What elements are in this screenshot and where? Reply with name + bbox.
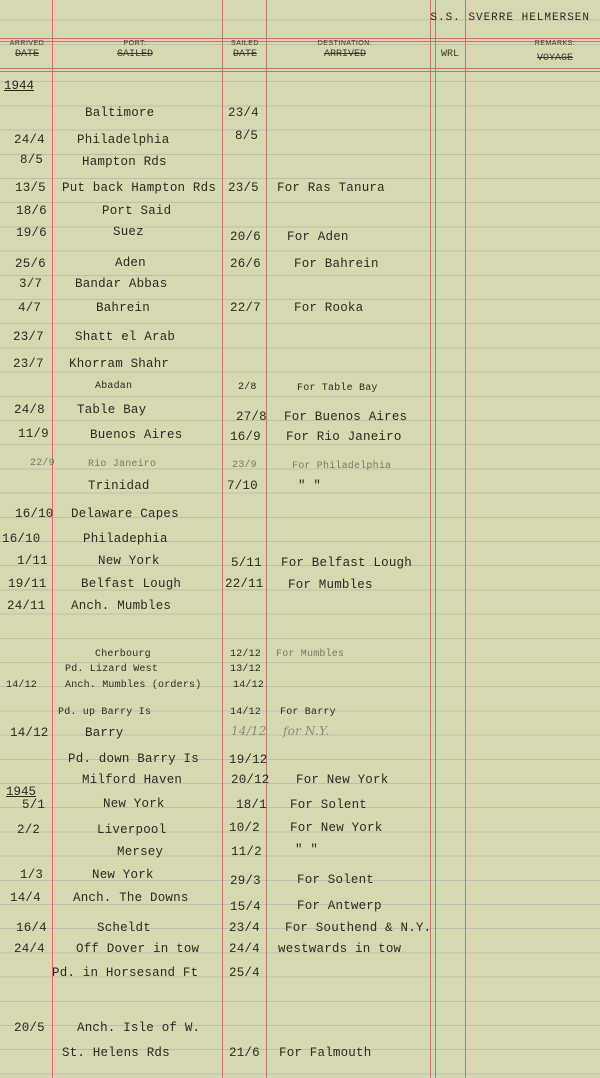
- header-sailed-date: DATE: [232, 49, 257, 60]
- entry-sailed: 29/3: [230, 874, 261, 888]
- entry-arrived: 8/5: [20, 153, 44, 167]
- entry-port: Belfast Lough: [81, 577, 182, 591]
- entry-sailed: 10/2: [229, 821, 260, 835]
- entry-port: Hampton Rds: [82, 155, 167, 169]
- entry-port: Bandar Abbas: [75, 277, 168, 291]
- entry-sailed: 24/4: [229, 942, 260, 956]
- entry-destination: For Solent: [297, 873, 375, 887]
- entry-sailed: 19/12: [229, 753, 268, 767]
- header-port: PORT:: [123, 40, 147, 47]
- entry-sailed: 12/12: [230, 649, 262, 660]
- header-destination-arrived: ARRIVED: [323, 49, 366, 60]
- entry-port: Shatt el Arab: [75, 330, 176, 344]
- header-arrived: ARRIVED: [9, 40, 45, 47]
- entry-arrived: 18/6: [16, 204, 47, 218]
- entry-destination: For Belfast Lough: [281, 556, 412, 570]
- header-rule-bottom: [0, 68, 600, 69]
- entry-port: Liverpool: [97, 823, 167, 837]
- entry-port: Scheldt: [97, 921, 151, 935]
- entry-port: Put back Hampton Rds: [62, 181, 217, 195]
- entry-sailed: 23/4: [228, 106, 259, 120]
- entry-arrived: 14/12: [6, 680, 38, 691]
- entry-port: Bahrein: [96, 301, 150, 315]
- entry-arrived: 3/7: [19, 277, 43, 291]
- entry-sailed: 23/5: [228, 181, 259, 195]
- entry-port: Pd. down Barry Is: [68, 752, 199, 766]
- entry-port: Barry: [85, 726, 124, 740]
- entry-port: Khorram Shahr: [69, 357, 170, 371]
- entry-port: Baltimore: [85, 106, 155, 120]
- entry-arrived: 22/9: [30, 458, 55, 469]
- entry-port: New York: [98, 554, 160, 568]
- entry-arrived: 16/10: [2, 532, 41, 546]
- entry-port: Abadan: [95, 381, 133, 392]
- entry-port: Anch. Mumbles: [71, 599, 172, 613]
- entry-destination: For Bahrein: [294, 257, 379, 271]
- entry-sailed: 18/1: [236, 798, 267, 812]
- header-rule-bottom: [0, 71, 600, 72]
- header-destination: DESTINATION:: [317, 40, 373, 47]
- ship-name: S.S. SVERRE HELMERSEN: [430, 12, 590, 24]
- entry-arrived: 16/4: [16, 921, 47, 935]
- header-remarks-voyage: VOYAGE: [536, 53, 573, 64]
- entry-arrived: 16/10: [15, 507, 54, 521]
- entry-sailed: 23/9: [232, 460, 257, 471]
- entry-arrived: 23/7: [13, 330, 44, 344]
- entry-destination: For Aden: [287, 230, 349, 244]
- entry-sailed: 22/7: [230, 301, 261, 315]
- header-wrl: WRL: [440, 49, 459, 60]
- entry-sailed: 20/6: [230, 230, 261, 244]
- entry-destination: westwards in tow: [278, 942, 402, 956]
- entry-destination: " ": [295, 843, 319, 857]
- entry-port: Philadelphia: [77, 133, 170, 147]
- entry-sailed: 25/4: [229, 966, 260, 980]
- entry-sailed: 23/4: [229, 921, 260, 935]
- entry-arrived: 25/6: [15, 257, 46, 271]
- entry-arrived: 4/7: [18, 301, 42, 315]
- entry-arrived: 23/7: [13, 357, 44, 371]
- entry-sailed: 5/11: [231, 556, 262, 570]
- header-port-sailed: SAILED: [116, 49, 153, 60]
- entry-port: Trinidad: [88, 479, 150, 493]
- entry-destination: For New York: [290, 821, 383, 835]
- entry-sailed: 27/8: [236, 410, 267, 424]
- entry-sailed: 8/5: [235, 129, 259, 143]
- entry-destination: For Solent: [290, 798, 368, 812]
- entry-arrived: 20/5: [14, 1021, 45, 1035]
- entry-sailed: 11/2: [231, 845, 262, 859]
- entry-destination: For Ras Tanura: [277, 181, 385, 195]
- entry-port: Anch. Isle of W.: [77, 1021, 201, 1035]
- entry-port: Anch. Mumbles (orders): [65, 680, 202, 691]
- entry-destination: For Buenos Aires: [284, 410, 408, 424]
- entry-destination: For Barry: [280, 707, 336, 718]
- entry-arrived: 24/8: [14, 403, 45, 417]
- entry-destination: For Mumbles: [276, 649, 345, 660]
- entry-port: Aden: [115, 256, 146, 270]
- entry-sailed: 7/10: [227, 479, 258, 493]
- entry-destination: For Falmouth: [279, 1046, 372, 1060]
- entry-arrived: 13/5: [15, 181, 46, 195]
- entry-port: St. Helens Rds: [62, 1046, 170, 1060]
- column-rule: [222, 0, 223, 1078]
- entry-port: Anch. The Downs: [73, 891, 189, 905]
- entry-arrived: 11/9: [18, 427, 49, 441]
- handwritten-destination: for N.Y.: [283, 724, 330, 738]
- entry-port: Buenos Aires: [90, 428, 183, 442]
- entry-port: Pd. up Barry Is: [58, 707, 152, 718]
- entry-port: Rio Janeiro: [88, 459, 157, 470]
- column-rule: [465, 0, 466, 1078]
- entry-port: Mersey: [117, 845, 164, 859]
- entry-destination: For Southend & N.Y.: [285, 921, 432, 935]
- entry-sailed: 16/9: [230, 430, 261, 444]
- year-label: 1944: [4, 79, 35, 93]
- entry-sailed: 26/6: [230, 257, 261, 271]
- entry-sailed: 21/6: [229, 1046, 260, 1060]
- entry-sailed: 20/12: [231, 773, 270, 787]
- header-remarks: REMARKS:: [534, 40, 576, 47]
- header-rule-top: [0, 38, 600, 39]
- entry-port: New York: [103, 797, 165, 811]
- entry-arrived: 5/1: [22, 798, 46, 812]
- entry-port: Philadephia: [83, 532, 168, 546]
- entry-arrived: 24/4: [14, 942, 45, 956]
- entry-destination: For Table Bay: [297, 383, 378, 394]
- entry-destination: For Antwerp: [297, 899, 382, 913]
- entry-destination: For Mumbles: [288, 578, 373, 592]
- entry-destination: For New York: [296, 773, 389, 787]
- entry-sailed: 14/12: [230, 707, 262, 718]
- entry-destination: For Philadelphia: [292, 461, 392, 472]
- entry-arrived: 1/3: [20, 868, 44, 882]
- entry-arrived: 1/11: [17, 554, 48, 568]
- entry-port: Pd. in Horsesand Ft: [52, 966, 199, 980]
- header-arrived-date: DATE: [14, 49, 39, 60]
- entry-port: Delaware Capes: [71, 507, 179, 521]
- entry-arrived: 2/2: [17, 823, 41, 837]
- entry-port: Table Bay: [77, 403, 147, 417]
- header-sailed: SAILED: [231, 40, 259, 47]
- entry-sailed: 22/11: [225, 577, 264, 591]
- column-rule: [52, 0, 53, 1078]
- column-rule: [430, 0, 436, 1078]
- entry-sailed: 14/12: [233, 680, 265, 691]
- entry-destination: For Rio Janeiro: [286, 430, 402, 444]
- entry-port: New York: [92, 868, 154, 882]
- entry-arrived: 19/11: [8, 577, 47, 591]
- entry-arrived: 14/12: [10, 726, 49, 740]
- entry-arrived: 24/4: [14, 133, 45, 147]
- entry-port: Suez: [113, 225, 144, 239]
- entry-port: Off Dover in tow: [76, 942, 200, 956]
- entry-arrived: 19/6: [16, 226, 47, 240]
- entry-port: Pd. Lizard West: [65, 664, 159, 675]
- entry-arrived: 14/4: [10, 891, 41, 905]
- entry-sailed: 2/8: [238, 382, 257, 393]
- entry-destination: For Rooka: [294, 301, 364, 315]
- entry-port: Cherbourg: [95, 649, 151, 660]
- year-label: 1945: [6, 785, 37, 799]
- entry-port: Milford Haven: [82, 773, 183, 787]
- column-rule: [266, 0, 267, 1078]
- entry-destination: " ": [298, 479, 322, 493]
- entry-sailed: 15/4: [230, 900, 261, 914]
- entry-arrived: 24/11: [7, 599, 46, 613]
- entry-port: Port Said: [102, 204, 172, 218]
- handwritten-sailed: 14/12: [231, 724, 267, 738]
- entry-sailed: 13/12: [230, 664, 262, 675]
